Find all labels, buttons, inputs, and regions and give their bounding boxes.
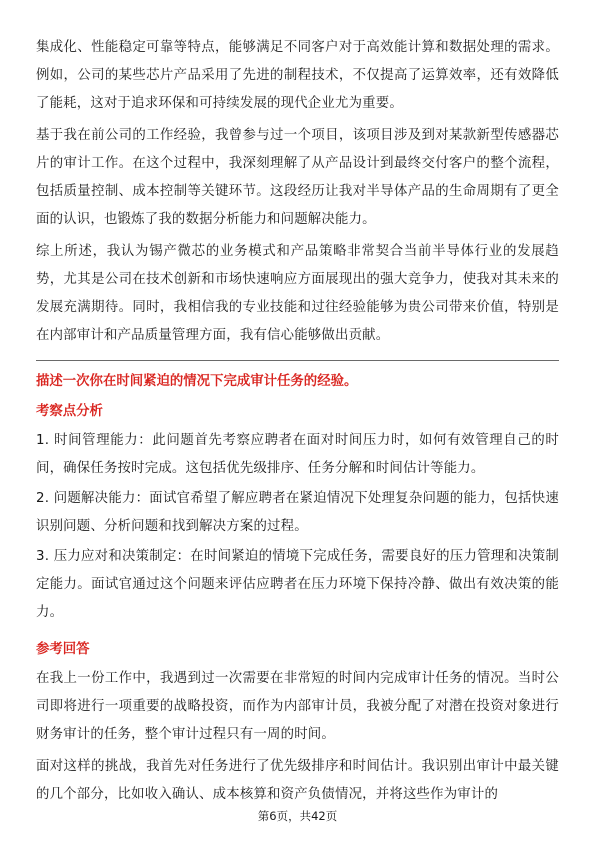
answer-heading: 参考回答 [36,642,90,657]
body-paragraph: 综上所述，我认为锡产微芯的业务模式和产品策略非常契合当前半导体行业的发展趋势，尤其是公司在技术创新和市场快速响应方面展现出的强大竞争力，使我对其未来的发展充满期待。同时，我相信我的专业技能和过往经验能够为贵公司带来价值，特别是在内部审计和产品质量管理方面，我有信心能够做出贡献。 [36,244,559,343]
analysis-item: 1. 时间管理能力：此问题首先考察应聘者在面对时间压力时，如何有效管理自己的时间，确保任务按时完成。这包括优先级排序、任务分解和时间估计等能力。 [36,433,559,476]
interview-question: 描述一次你在时间紧迫的情况下完成审计任务的经验。 [36,374,358,389]
answer-paragraph: 在我上一份工作中，我遇到过一次需要在非常短的时间内完成审计任务的情况。当时公司即将进行一项重要的战略投资，而作为内部审计员，我被分配了对潜在投资对象进行财务审计的任务，整个审计过程只有一周的时间。 [36,671,559,742]
analysis-item: 2. 问题解决能力：面试官希望了解应聘者在紧迫情况下处理复杂问题的能力，包括快速识别问题、分析问题和找到解决方案的过程。 [36,491,559,534]
section-divider [36,360,559,361]
page-number: 第6页，共42页 [257,809,338,823]
body-paragraph: 集成化、性能稳定可靠等特点，能够满足不同客户对于高效能计算和数据处理的需求。例如，公司的某些芯片产品采用了先进的制程技术，不仅提高了运算效率，还有效降低了能耗，这对于追求环保和可持续发展的现代企业尤为重要。 [36,40,559,111]
document-page [36,34,559,813]
answer-paragraph: 面对这样的挑战，我首先对任务进行了优先级排序和时间估计。我识别出审计中最关键的几个部分，比如收入确认、成本核算和资产负债情况，并将这些作为审计的 [36,759,559,802]
body-paragraph: 基于我在前公司的工作经验，我曾参与过一个项目，该项目涉及到对某款新型传感器芯片的审计工作。在这个过程中，我深刻理解了从产品设计到最终交付客户的整个流程，包括质量控制、成本控制等关键环节。这段经历让我对半导体产品的生命周期有了更全面的认识，也锻炼了我的数据分析能力和问题解决能力。 [36,128,559,227]
analysis-item: 3. 压力应对和决策制定：在时间紧迫的情境下完成任务，需要良好的压力管理和决策制定能力。面试官通过这个问题来评估应聘者在压力环境下保持冷静、做出有效决策的能力。 [36,549,559,620]
analysis-heading: 考察点分析 [36,404,103,419]
